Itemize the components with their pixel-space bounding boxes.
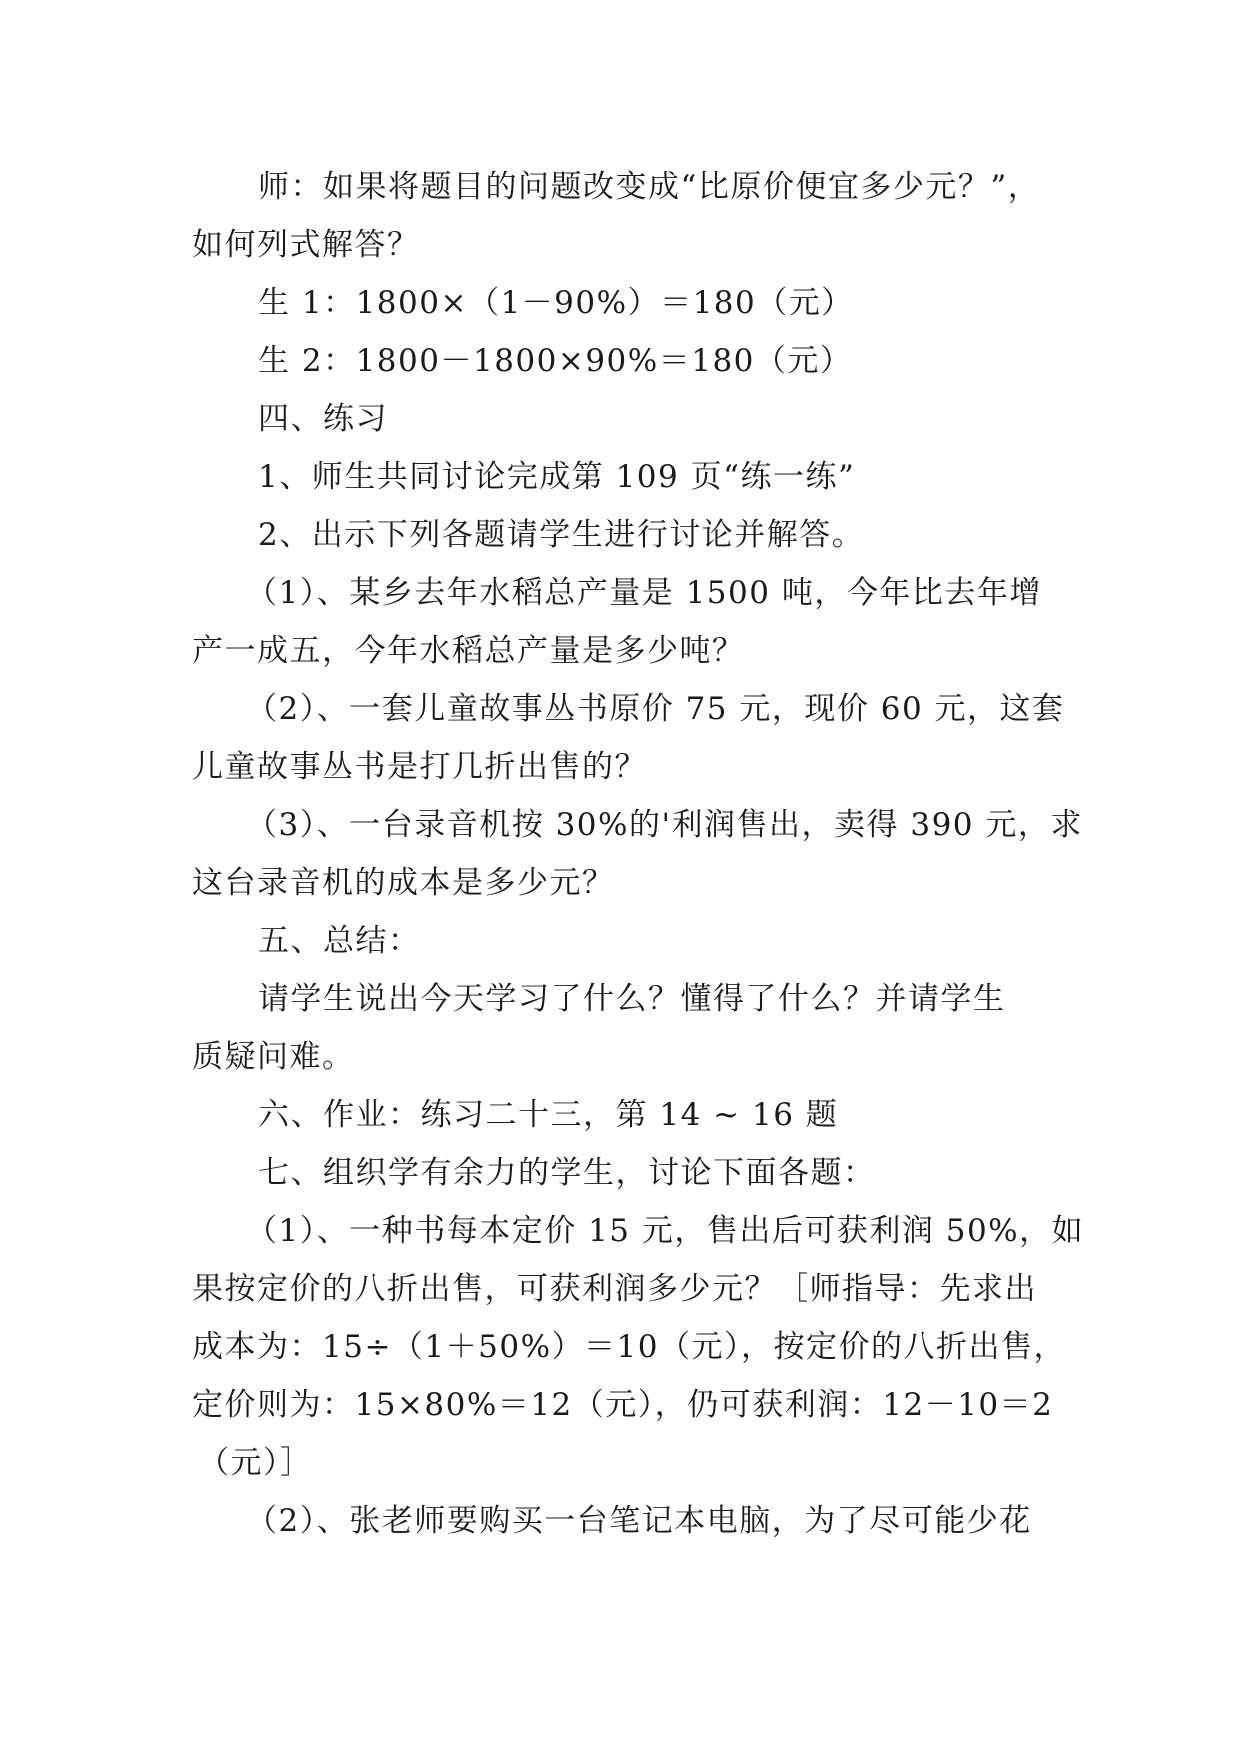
section-heading: 七、组织学有余力的学生，讨论下面各题： [258,1155,876,1191]
text-line: 师：如果将题目的问题改变成“比原价便宜多少元？”， [258,169,1041,205]
text-line: （2）、张老师要购买一台笔记本电脑，为了尽可能少花 [246,1503,1032,1539]
text-line: 生 2：1800－1800×90%＝180（元） [258,343,853,379]
text-line: 成本为：15÷（1＋50%）＝10（元），按定价的八折出售， [192,1329,1066,1365]
text-line: （元）］ [198,1445,313,1481]
text-line: 产一成五，今年水稻总产量是多少吨？ [192,633,745,669]
text-line: 这台录音机的成本是多少元？ [192,865,615,901]
text-line: （1）、一种书每本定价 15 元，售出后可获利润 50%，如 [246,1213,1085,1249]
text-line: 请学生说出今天学习了什么？懂得了什么？并请学生 [258,981,1006,1017]
text-line: （2）、一套儿童故事丛书原价 75 元，现价 60 元，这套 [246,691,1065,727]
text-line: 生 1：1800×（1－90%）＝180（元） [258,285,854,321]
text-line: 1、师生共同讨论完成第 109 页“练一练” [258,459,856,495]
section-heading: 五、总结： [258,923,421,959]
text-line: 定价则为：15×80%＝12（元），仍可获利润：12－10＝2 [192,1387,1054,1423]
text-line: 2、出示下列各题请学生进行讨论并解答。 [258,517,865,553]
text-line: （1）、某乡去年水稻总产量是 1500 吨，今年比去年增 [246,575,1042,611]
text-line: （3）、一台录音机按 30%的'利润售出，卖得 390 元，求 [246,807,1083,843]
section-heading: 四、练习 [258,401,388,437]
text-line: 质疑问难。 [192,1039,355,1075]
section-heading: 六、作业：练习二十三，第 14 ~ 16 题 [258,1097,839,1133]
text-line: 如何列式解答？ [192,227,420,263]
text-line: 儿童故事丛书是打几折出售的？ [192,749,647,785]
text-line: 果按定价的八折出售，可获利润多少元？［师指导：先求出 [192,1271,1037,1307]
